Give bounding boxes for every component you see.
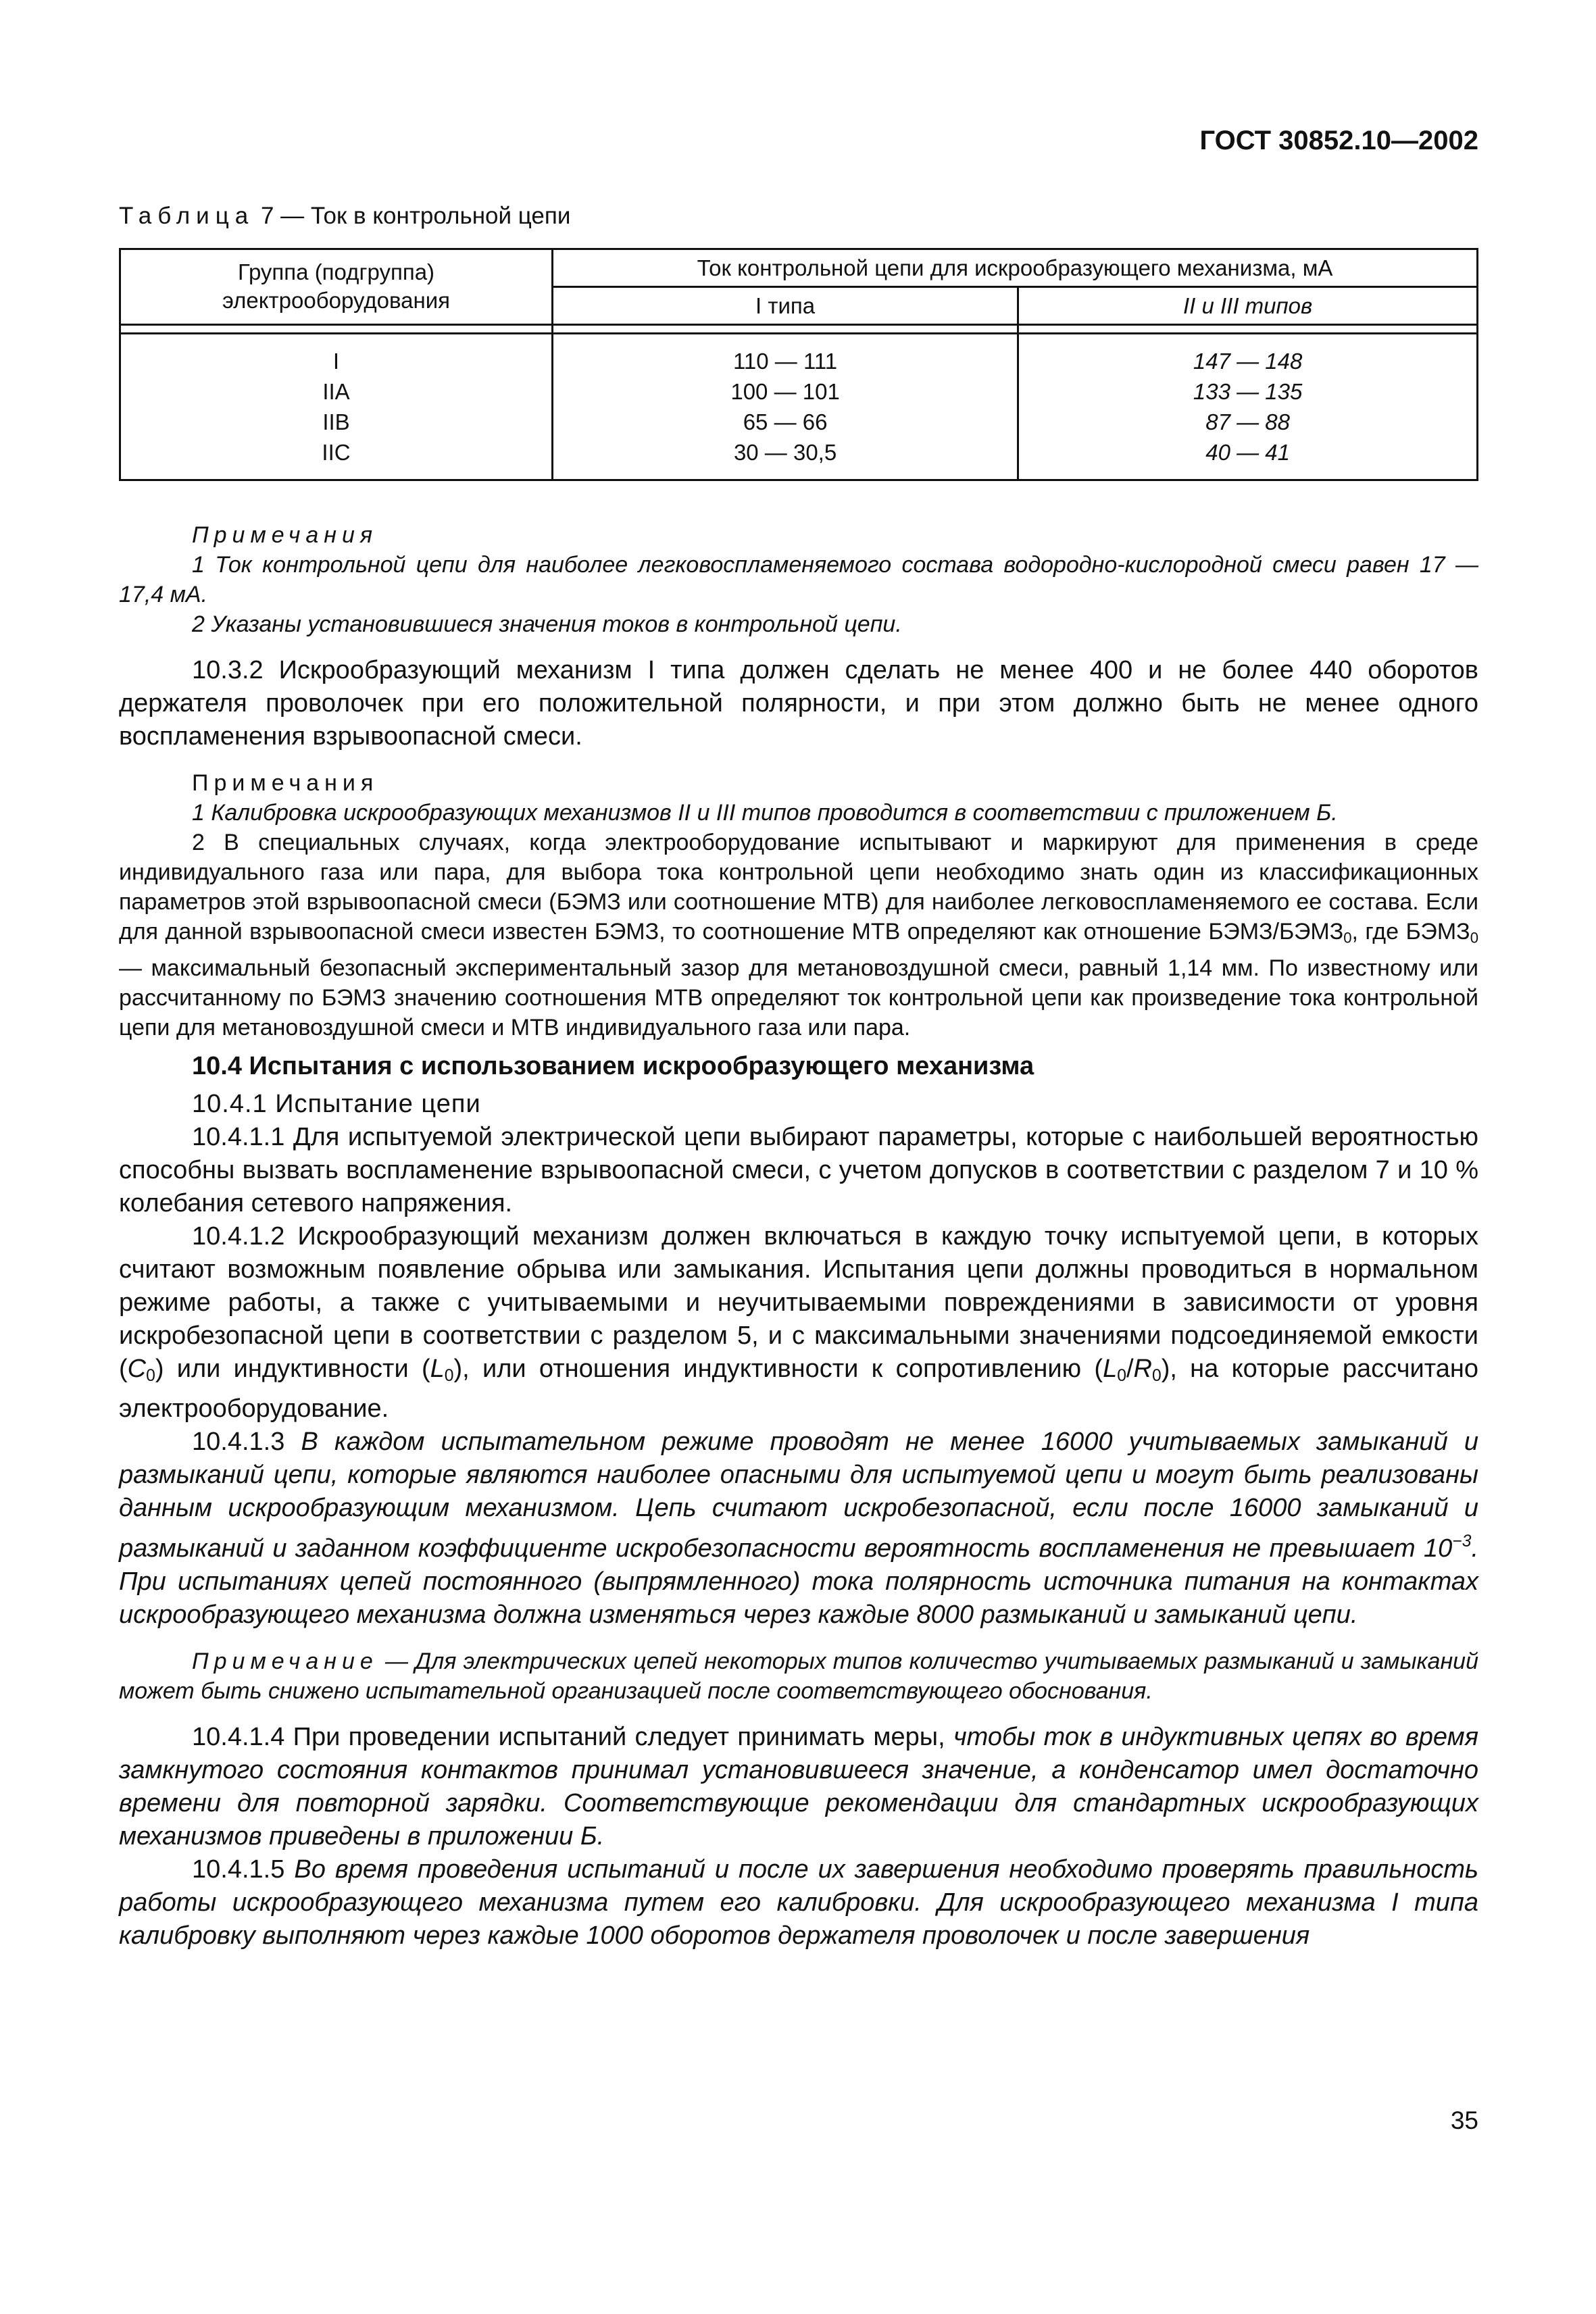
- paragraph-10-4-1-5: [119, 1853, 1478, 1953]
- notes-title: Примечания: [192, 522, 378, 548]
- cell-type23: 133 — 135: [1193, 379, 1303, 404]
- subscript: 0: [1470, 929, 1479, 947]
- header-group: Группа (подгруппа) электрооборудования: [120, 249, 553, 325]
- cell-type23: 87 — 88: [1205, 409, 1290, 434]
- text: Во время проведения испытаний и после их завершения необходимо проверять правильность работы искрообразующего механизма путем его калибровки. Для искрообразующего механизма I типа калибровку выполняют через каждые 1000 оборотов держателя проволочек и после завершения: [119, 1855, 1478, 1950]
- symbol: L: [1103, 1354, 1118, 1383]
- text: /: [1126, 1354, 1134, 1383]
- text: 10.4.1.5: [192, 1855, 295, 1884]
- cell-group: IIC: [322, 440, 351, 465]
- cell-type1: 65 — 66: [743, 409, 828, 434]
- subsection-heading: 10.4.1 Испытание цепи: [192, 1089, 481, 1118]
- paragraph-10-4-1-4: [119, 1721, 1478, 1853]
- cell-type1: 100 — 101: [730, 379, 840, 404]
- header-type1: I типа: [552, 287, 1018, 325]
- text: ), или отношения индуктивности к сопротивлению (: [453, 1354, 1103, 1383]
- note-item: [119, 828, 1478, 1042]
- note-single: [119, 1646, 1478, 1706]
- current-table: [119, 248, 1478, 481]
- cell-group: IIA: [322, 379, 350, 404]
- subscript: 0: [146, 1366, 155, 1385]
- note-text: — Для электрических цепей некоторых типов количество учитываемых размыканий и замыканий может быть снижено испытательной организацией после соответствующего обоснования.: [119, 1648, 1478, 1704]
- note-text: , где БЭМЗ: [1351, 919, 1470, 945]
- superscript: −3: [1452, 1532, 1472, 1551]
- note-text: — максимальный безопасный экспериментальный зазор для метановоздушной смеси, равный 1,14 мм. По известному или рассчитанному по БЭМЗ значению соотношения МТВ определяют ток контрольной цепи как произведение тока контрольной цепи для метановоздушной смеси и МТВ индивидуального газа или пара.: [119, 955, 1478, 1040]
- text: ) или индуктивности (: [155, 1354, 430, 1383]
- text: 10.4.1.4 При проведении испытаний следует принимать меры,: [192, 1722, 953, 1751]
- symbol: C: [127, 1354, 147, 1383]
- note-title: Примечание: [192, 1648, 378, 1674]
- text: 10.4.1.3: [192, 1427, 301, 1456]
- table-caption: [119, 203, 570, 230]
- symbol: L: [430, 1354, 445, 1383]
- text: В каждом испытательном режиме проводят не менее 16000 учитываемых замыканий и размыканий цепи, которые являются наиболее опасными для испытуемой цепи и могут быть реализованы данным искрообразующим механизмом. Цепь считают искробезопасной, если после 16000 замыканий и размыканий и заданном коэффициенте искробезопасности вероятность воспламенения не превышает 10: [119, 1427, 1478, 1563]
- symbol: R: [1133, 1354, 1152, 1383]
- note-item: 1 Ток контрольной цепи для наиболее легковоспламеняемого состава водородно-кислородной смеси равен 17 — 17,4 мА.: [119, 552, 1478, 607]
- paragraph-10-4-1-3: [119, 1426, 1478, 1632]
- caption-word: Таблица: [119, 203, 255, 229]
- notes-title: Примечания: [192, 770, 379, 796]
- body-text: [119, 520, 1478, 1953]
- note-text: 2 В специальных случаях, когда электрооборудование испытывают и маркируют для применения в среде индивидуального газа или пара, для выбора тока контрольной цепи необходимо знать один из классификационных параметров этой взрывоопасной смеси (БЭМЗ или соотношение МТВ) для наиболее легковоспламеняемого ее состава. Если для данной взрывоопасной смеси известен БЭМЗ, то соотношение МТВ определяют как отношение БЭМЗ/БЭМЗ: [119, 830, 1478, 945]
- page-number: 35: [1450, 2107, 1478, 2134]
- subscript: 0: [444, 1366, 454, 1385]
- table-body: [120, 334, 1478, 480]
- header-type23: II и III типов: [1018, 287, 1478, 325]
- text: ), на которые рассчитано электрооборудование.: [119, 1354, 1478, 1423]
- note-item: 1 Калибровка искрообразующих механизмов II и III типов проводится в соответствии с приложением Б.: [192, 800, 1338, 826]
- cell-group: I: [332, 349, 340, 374]
- cell-type23: 40 — 41: [1205, 440, 1290, 465]
- caption-text: 7 — Ток в контрольной цепи: [260, 203, 571, 229]
- subscript: 0: [1151, 1366, 1162, 1385]
- subscript: 0: [1117, 1366, 1126, 1385]
- note-item: 2 Указаны установившиеся значения токов в контрольной цепи.: [192, 611, 902, 637]
- cell-group: IIB: [322, 409, 350, 434]
- paragraph-10-4-1-1: 10.4.1.1 Для испытуемой электрической цепи выбирают параметры, которые с наибольшей вероятностью способны вызвать воспламенение взрывоопасной смеси, с учетом допусков в соответствии с разделом 7 и 10 % колебания сетевого напряжения.: [119, 1122, 1478, 1217]
- paragraph-10-3-2: 10.3.2 Искрообразующий механизм I типа должен сделать не менее 400 и не более 440 оборотов держателя проволочек при его положительной полярности, и при этом должно быть не менее одного воспламенения взрывоопасной смеси.: [119, 656, 1478, 751]
- document-header: ГОСТ 30852.10—2002: [1199, 126, 1478, 155]
- cell-type1: 110 — 111: [733, 349, 838, 374]
- section-heading: 10.4 Испытания с использованием искрообразующего механизма: [192, 1051, 1034, 1080]
- paragraph-10-4-1-2: [119, 1220, 1478, 1426]
- header-current: Ток контрольной цепи для искрообразующего механизма, мА: [552, 249, 1477, 287]
- text: чтобы ток в индуктивных цепях во время замкнутого состояния контактов принимал установившееся значение, а конденсатор имел достаточно времени для повторной зарядки. Соответствующие рекомендации для стандартных искрообразующих механизмов приведены в приложении Б.: [119, 1722, 1478, 1851]
- subscript: 0: [1343, 929, 1352, 947]
- cell-type23: 147 — 148: [1193, 349, 1303, 374]
- cell-type1: 30 — 30,5: [733, 440, 837, 465]
- text: . При испытаниях цепей постоянного (выпрямленного) тока полярность источника питания на контактах искрообразующего механизма должна изменяться через каждые 8000 размыканий и замыканий цепи.: [119, 1534, 1478, 1629]
- text: 10.4.1.2 Искрообразующий механизм должен включаться в каждую точку испытуемой цепи, в которых считают возможным появление обрыва или замыкания. Испытания цепи должны проводиться в нормальном режиме работы, а также с учитываемыми и неучитываемыми повреждениями в зависимости от уровня искробезопасной цепи в соответствии с разделом 5, и с максимальными значениями подсоединяемой емкости (: [119, 1222, 1478, 1383]
